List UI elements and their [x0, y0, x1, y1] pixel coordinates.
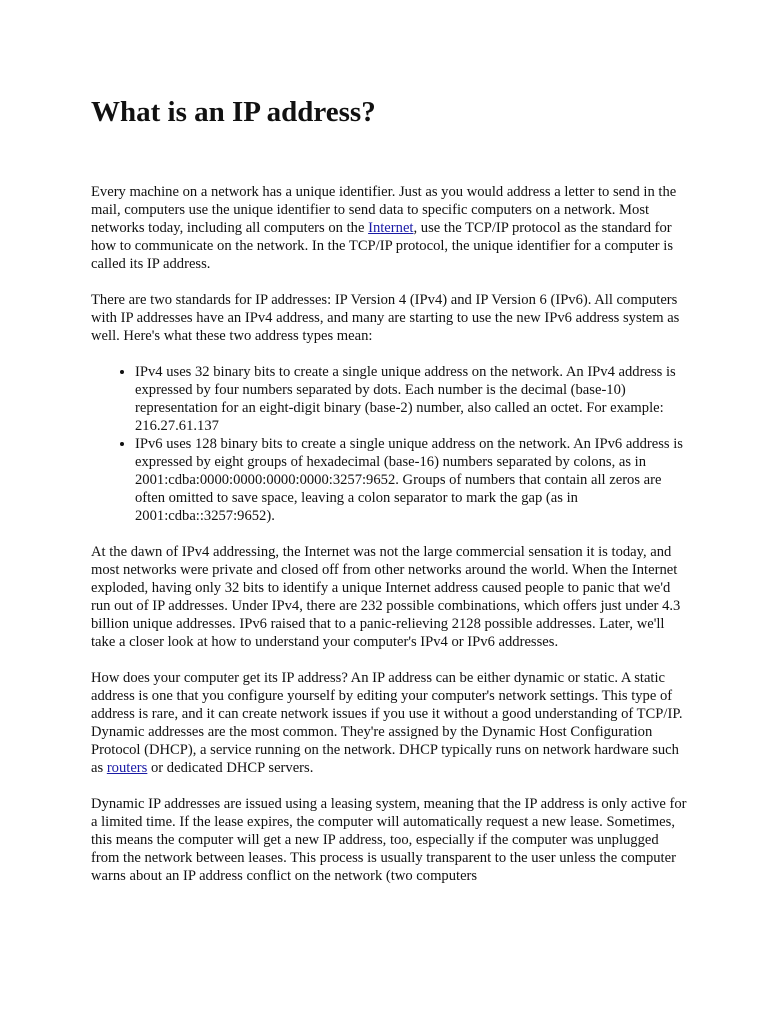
dhcp-text-end: or dedicated DHCP servers.: [147, 760, 314, 776]
history-paragraph: At the dawn of IPv4 addressing, the Internet was not the large commercial sensation it is today, and most networks were private and closed off from other networks around the world. When the Internet exploded, having only 32 bits to identify a unique Internet address caused people to panic that we'd run out of IP addresses. Under IPv4, there are 232 possible combinations, which offers just under 4.3 billion unique addresses. IPv6 raised that to a panic-relieving 2128 possible addresses. Later, we'll take a closer look at how to understand your computer's IPv4 or IPv6 addresses.: [91, 544, 681, 650]
list-item-ipv4: • IPv4 uses 32 binary bits to create a single unique address on the network. An IPv4 address is expressed by four numbers separated by dots. Each number is the decimal (base-10) representation for an eight-digit binary (base-2) number, also called an octet. For example: 216.27.61.137: [135, 363, 688, 435]
leasing-paragraph: Dynamic IP addresses are issued using a leasing system, meaning that the IP address is only active for a limited time. If the lease expires, the computer will automatically request a new lease. Sometimes, this means the computer will get a new IP address, too, especially if the computer was unplugged from the network between leases. This process is usually transparent to the user unless the computer warns about an IP address conflict on the network (two computers: [91, 796, 687, 884]
page-title: What is an IP address?: [91, 96, 376, 128]
dhcp-text-start: How does your computer get its IP address? An IP address can be either dynamic or static. A static address is one that you configure yourself by editing your computer's network settings. This type of address is rare, and it can create network issues if you use it without a good understanding of TCP/IP. Dynamic addresses are the most common. They're assigned by the Dynamic Host Configuration Protocol (DHCP), a service running on the network. DHCP typically runs on network hardware such as: [91, 670, 683, 776]
intro-text-start: Every machine on a network has a unique identifier. Just as you would address a letter to send in the mail, computers use the unique identifier to send data to specific computers on a network. Most networks today, including all computers on the: [91, 184, 677, 236]
dynamic-static-paragraph: [91, 669, 688, 777]
routers-link[interactable]: routers: [106, 760, 148, 776]
list-item-ipv6: • IPv6 uses 128 binary bits to create a single unique address on the network. An IPv6 address is expressed by eight groups of hexadecimal (base-16) numbers separated by colons, as in 2001:cdba:0000:0000:0000:0000:3257:9652. Groups of numbers that contain all zeros are often omitted to save space, leaving a colon separator to mark the gap (as in 2001:cdba::3257:9652).: [135, 435, 688, 525]
address-types-list: [91, 363, 688, 525]
article-body: [91, 183, 688, 897]
internet-link[interactable]: Internet: [368, 220, 414, 236]
intro-paragraph: [91, 183, 688, 273]
standards-paragraph: There are two standards for IP addresses: IP Version 4 (IPv4) and IP Version 6 (IPv6). All computers with IP addresses have an IPv4 address, and many are starting to use the new IPv6 address system as well. Here's what these two address types mean:: [91, 292, 680, 344]
intro-text-end: , use the TCP/IP protocol as the standard for how to communicate on the network. In the TCP/IP protocol, the unique identifier for a computer is called its IP address.: [91, 220, 673, 272]
